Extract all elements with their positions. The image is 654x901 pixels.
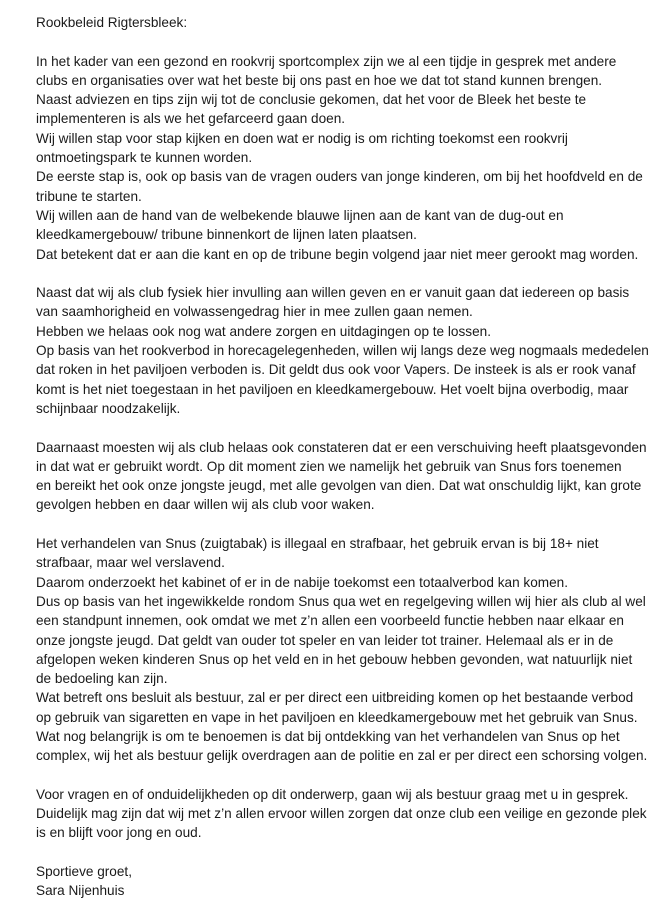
text-line: in dat wat er gebruikt wordt. Op dit moment zien we namelijk het gebruik van Snus fors toenemen bbox=[36, 458, 622, 474]
text-line: een standpunt innemen, ook omdat we met z’n allen een voorbeeld functie hebben naar elkaar en bbox=[36, 613, 624, 629]
paragraph-spacer bbox=[36, 515, 651, 534]
text-line: de bedoeling kan zijn. bbox=[36, 671, 168, 687]
paragraph-spacer bbox=[36, 264, 651, 283]
text-line: Wat nog belangrijk is om te benoemen is dat bij ontdekking van het verhandelen van Snus op het bbox=[36, 728, 620, 744]
text-line: en bereikt het ook onze jongste jeugd, met alle gevolgen van dien. Dat wat onschuldig lijkt, kan grote bbox=[36, 478, 642, 494]
text-line: strafbaar, maar wel verslavend. bbox=[36, 555, 225, 571]
paragraph-snus-shift bbox=[36, 438, 651, 515]
text-line: De eerste stap is, ook op basis van de vragen ouders van jonge kinderen, om bij het hoofdveld en de bbox=[36, 169, 643, 185]
text-line: complex, wij het als bestuur gelijk overdragen aan de politie en zal er per direct een schorsing volgen. bbox=[36, 748, 648, 764]
text-line: Hebben we helaas ook nog wat andere zorgen en uitdagingen op te lossen. bbox=[36, 323, 491, 339]
document-title: Rookbeleid Rigtersbleek: bbox=[36, 15, 188, 30]
text-line: dat roken in het paviljoen verboden is. Dit geldt dus ook voor Vapers. De insteek is als er rook vanaf bbox=[36, 362, 636, 378]
text-line: ontmoetingspark te kunnen worden. bbox=[36, 150, 253, 166]
text-line: schijnbaar noodzakelijk. bbox=[36, 400, 181, 416]
text-line: Daarom onderzoekt het kabinet of er in de nabije toekomst een totaalverbod kan komen. bbox=[36, 574, 568, 590]
text-line: op gebruik van sigaretten en vape in het paviljoen en kleedkamergebouw met het gebruik van Snus. bbox=[36, 709, 638, 725]
text-line: tribune te starten. bbox=[36, 188, 142, 204]
text-line: kleedkamergebouw/ tribune binnenkort de lijnen laten plaatsen. bbox=[36, 227, 417, 243]
text-line: Naast dat wij als club fysiek hier invulling aan willen geven en er vanuit gaan dat iedereen op basis bbox=[36, 285, 630, 301]
letter-body bbox=[36, 13, 651, 901]
text-line: Dus op basis van het ingewikkelde rondom Snus qua wet en regelgeving willen wij hier als club al wel bbox=[36, 593, 646, 609]
paragraph-intro bbox=[36, 52, 651, 264]
paragraph-spacer bbox=[36, 32, 651, 51]
text-line: Wat betreft ons besluit als bestuur, zal er per direct een uitbreiding komen op het bestaande verbod bbox=[36, 690, 634, 706]
text-line: Daarnaast moesten wij als club helaas ook constateren dat er een verschuiving heeft plaatsgevonden bbox=[36, 439, 647, 455]
text-line: Dat betekent dat er aan die kant en op de tribune begin volgend jaar niet meer gerookt mag worden. bbox=[36, 246, 639, 262]
text-line: van saamhorigheid en volwassengedrag hier in mee zullen gaan nemen. bbox=[36, 304, 473, 320]
text-line: komt is het niet toegestaan in het paviljoen en kleedkamergebouw. Het voelt bijna overbodig, maar bbox=[36, 381, 629, 397]
text-line: afgelopen weken kinderen Snus op het veld en in het gebouw hebben gevonden, wat natuurlijk niet bbox=[36, 651, 633, 667]
text-line: Wij willen aan de hand van de welbekende blauwe lijnen aan de kant van de dug-out en bbox=[36, 207, 564, 223]
text-line: gevolgen hebben en daar willen wij als club voor waken. bbox=[36, 497, 375, 513]
text-line: In het kader van een gezond en rookvrij sportcomplex zijn we al een tijdje in gesprek met andere bbox=[36, 53, 617, 69]
paragraph-contact bbox=[36, 785, 651, 843]
text-line: Op basis van het rookverbod in horecagelegenheden, willen wij langs deze weg nogmaals mededelen bbox=[36, 343, 649, 359]
text-line: clubs en organisaties over wat het beste bij ons past en hoe we dat tot stand kunnen brengen. bbox=[36, 72, 603, 88]
paragraph-spacer bbox=[36, 843, 651, 862]
paragraph-spacer bbox=[36, 766, 651, 785]
text-line: Duidelijk mag zijn dat wij met z’n allen ervoor willen zorgen dat onze club een veilige en gezonde plek bbox=[36, 806, 647, 822]
text-line: Wij willen stap voor stap kijken en doen wat er nodig is om richting toekomst een rookvrij bbox=[36, 130, 568, 146]
text-line: Het verhandelen van Snus (zuigtabak) is illegaal en strafbaar, het gebruik ervan is bij 18+ niet bbox=[36, 536, 599, 552]
signature-name: Sara Nijenhuis bbox=[36, 883, 125, 899]
paragraph-snus-policy bbox=[36, 534, 651, 766]
paragraph-spacer bbox=[36, 418, 651, 437]
closing-greeting: Sportieve groet, bbox=[36, 864, 132, 880]
text-line: onze jongste jeugd. Dat geldt van ouder tot speler en van leider tot trainer. Helemaal als er in de bbox=[36, 632, 614, 648]
text-line: is en blijft voor jong en oud. bbox=[36, 825, 202, 841]
text-line: implementeren is als we het gefarceerd gaan doen. bbox=[36, 111, 346, 127]
text-line: Voor vragen en of onduidelijkheden op dit onderwerp, gaan wij als bestuur graag met u in gesprek. bbox=[36, 786, 629, 802]
paragraph-smoking-ban bbox=[36, 283, 651, 418]
text-line: Naast adviezen en tips zijn wij tot de conclusie gekomen, dat het voor de Bleek het beste te bbox=[36, 92, 587, 108]
